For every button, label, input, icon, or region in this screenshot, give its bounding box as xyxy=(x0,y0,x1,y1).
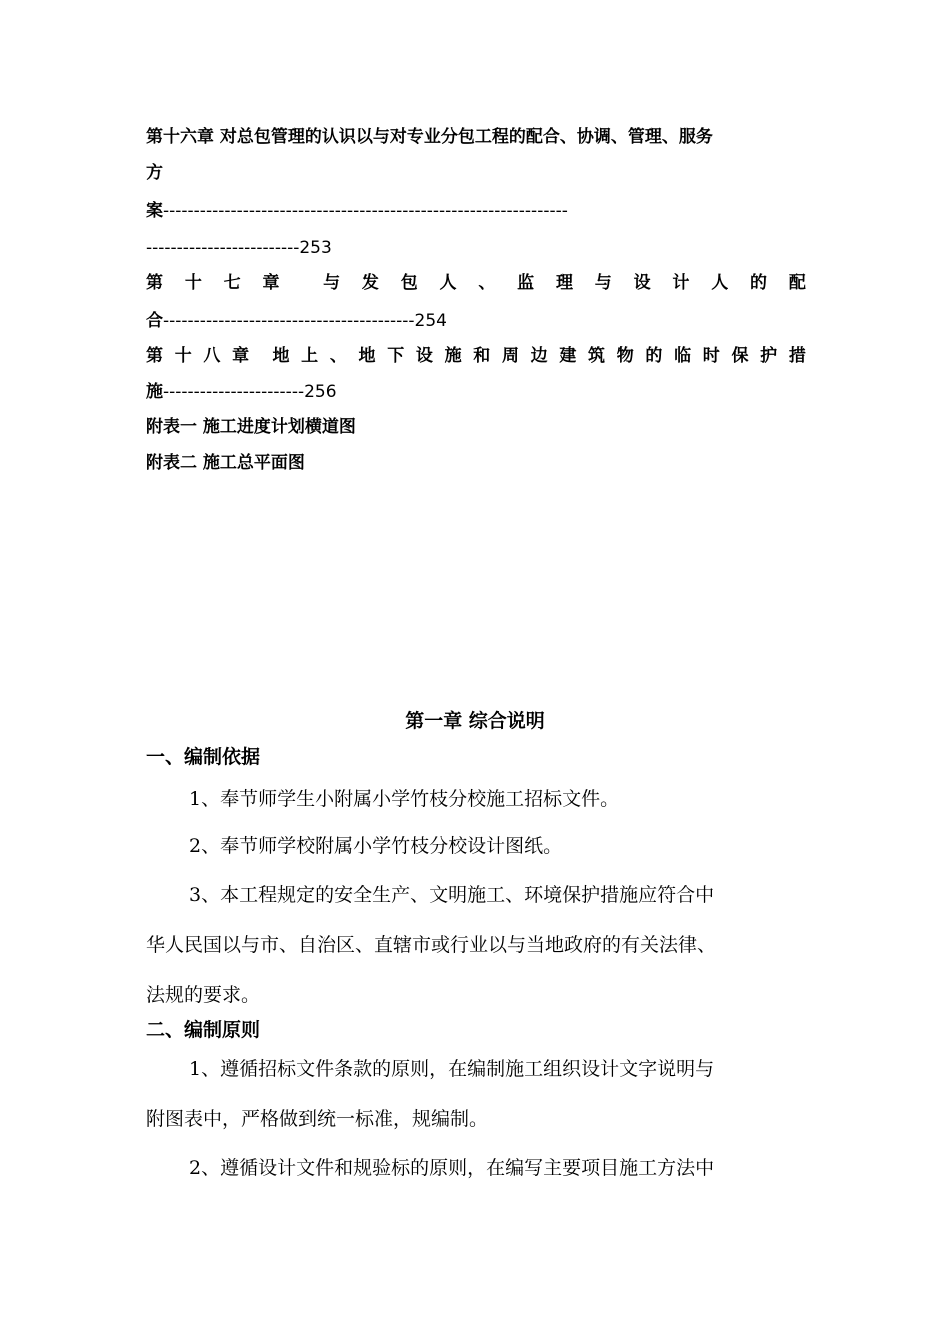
toc-appendix2: 附表二 施工总平面图 xyxy=(146,453,305,473)
paragraph: 2、奉节师学校附属小学竹枝分校设计图纸。 xyxy=(189,835,563,857)
toc-char: 筑 xyxy=(588,346,605,366)
toc-char: 与 xyxy=(594,273,612,293)
toc-chapter16-leader xyxy=(146,200,806,222)
toc-char: 人 xyxy=(439,273,457,293)
toc-char: 第 xyxy=(146,346,163,366)
paragraph: 1、遵循招标文件条款的原则，在编制施工组织设计文字说明与 xyxy=(189,1058,715,1080)
paragraph-continuation: 华人民国以与市、自治区、直辖市或行业以与当地政府的有关法律、 xyxy=(146,934,717,956)
toc-chapter16-title-cont: 方 xyxy=(146,163,163,183)
toc-appendix1: 附表一 施工进度计划横道图 xyxy=(146,417,356,437)
toc-char: 章 xyxy=(232,346,250,366)
toc-chapter17-page-line xyxy=(146,310,806,332)
toc-char: 、 xyxy=(478,273,496,293)
toc-char: 施 xyxy=(444,346,462,366)
toc-chapter18-last-char: 施 xyxy=(146,382,163,402)
section-heading-principles: 二、编制原则 xyxy=(146,1019,261,1041)
toc-char: 、 xyxy=(329,346,347,366)
paragraph: 2、遵循设计文件和规验标的原则，在编写主要项目施工方法中 xyxy=(189,1157,715,1179)
toc-chapter16-title: 第十六章 对总包管理的认识以与对专业分包工程的配合、协调、管理、服务 xyxy=(146,127,713,147)
toc-char: 章 xyxy=(262,273,280,293)
toc-leader-dots: ------------------------- xyxy=(146,238,300,258)
toc-char: 保 xyxy=(731,346,749,366)
toc-char: 与 xyxy=(323,273,341,293)
toc-page-number: 253 xyxy=(299,238,332,258)
toc-char: 护 xyxy=(760,346,778,366)
toc-char: 的 xyxy=(645,346,663,366)
toc-char: 地 xyxy=(272,346,290,366)
toc-char: 配 xyxy=(788,273,806,293)
toc-leader-dots: ----------------------------------------- xyxy=(163,311,415,331)
toc-char: 发 xyxy=(361,273,379,293)
toc-char: 人 xyxy=(711,273,729,293)
toc-char: 七 xyxy=(223,273,241,293)
toc-char: 建 xyxy=(559,346,577,366)
toc-chapter17-last-char: 合 xyxy=(146,311,163,331)
toc-chapter16-last-char: 案 xyxy=(146,201,163,221)
toc-char: 包 xyxy=(400,273,418,293)
toc-char: 监 xyxy=(517,273,535,293)
toc-chapter16-page-line xyxy=(146,237,806,259)
chapter-title: 第一章 综合说明 xyxy=(405,710,545,732)
toc-char: 第 xyxy=(146,273,163,293)
toc-char: 下 xyxy=(387,346,405,366)
toc-char: 和 xyxy=(473,346,491,366)
toc-page-number: 254 xyxy=(414,311,447,331)
toc-char: 理 xyxy=(555,273,573,293)
toc-chapter17-title xyxy=(146,272,806,294)
toc-char: 十 xyxy=(184,273,202,293)
toc-char: 措 xyxy=(788,346,806,366)
toc-char: 计 xyxy=(672,273,690,293)
toc-char: 周 xyxy=(501,346,519,366)
toc-leader-dots: ------------------------------------------------------------------ xyxy=(163,201,568,221)
toc-char: 的 xyxy=(750,273,767,293)
toc-char: 时 xyxy=(702,346,720,366)
toc-char: 边 xyxy=(530,346,548,366)
paragraph-continuation: 附图表中，严格做到统一标准，规编制。 xyxy=(146,1108,489,1130)
toc-char: 物 xyxy=(616,346,634,366)
toc-char: 设 xyxy=(633,273,651,293)
toc-leader-dots: ----------------------- xyxy=(163,382,305,402)
toc-char: 设 xyxy=(415,346,433,366)
toc-char: 临 xyxy=(674,346,692,366)
paragraph: 3、本工程规定的安全生产、文明施工、环境保护措施应符合中 xyxy=(189,884,715,906)
section-heading-basis: 一、编制依据 xyxy=(146,746,261,768)
paragraph: 1、奉节师学生小附属小学竹枝分校施工招标文件。 xyxy=(189,788,620,810)
toc-char: 十 xyxy=(174,346,192,366)
paragraph-continuation: 法规的要求。 xyxy=(146,984,261,1006)
toc-char: 八 xyxy=(203,346,221,366)
toc-char: 地 xyxy=(358,346,376,366)
toc-page-number: 256 xyxy=(304,382,337,402)
toc-chapter18-page-line xyxy=(146,381,806,403)
toc-chapter18-title xyxy=(146,345,806,367)
toc-char: 上 xyxy=(301,346,319,366)
